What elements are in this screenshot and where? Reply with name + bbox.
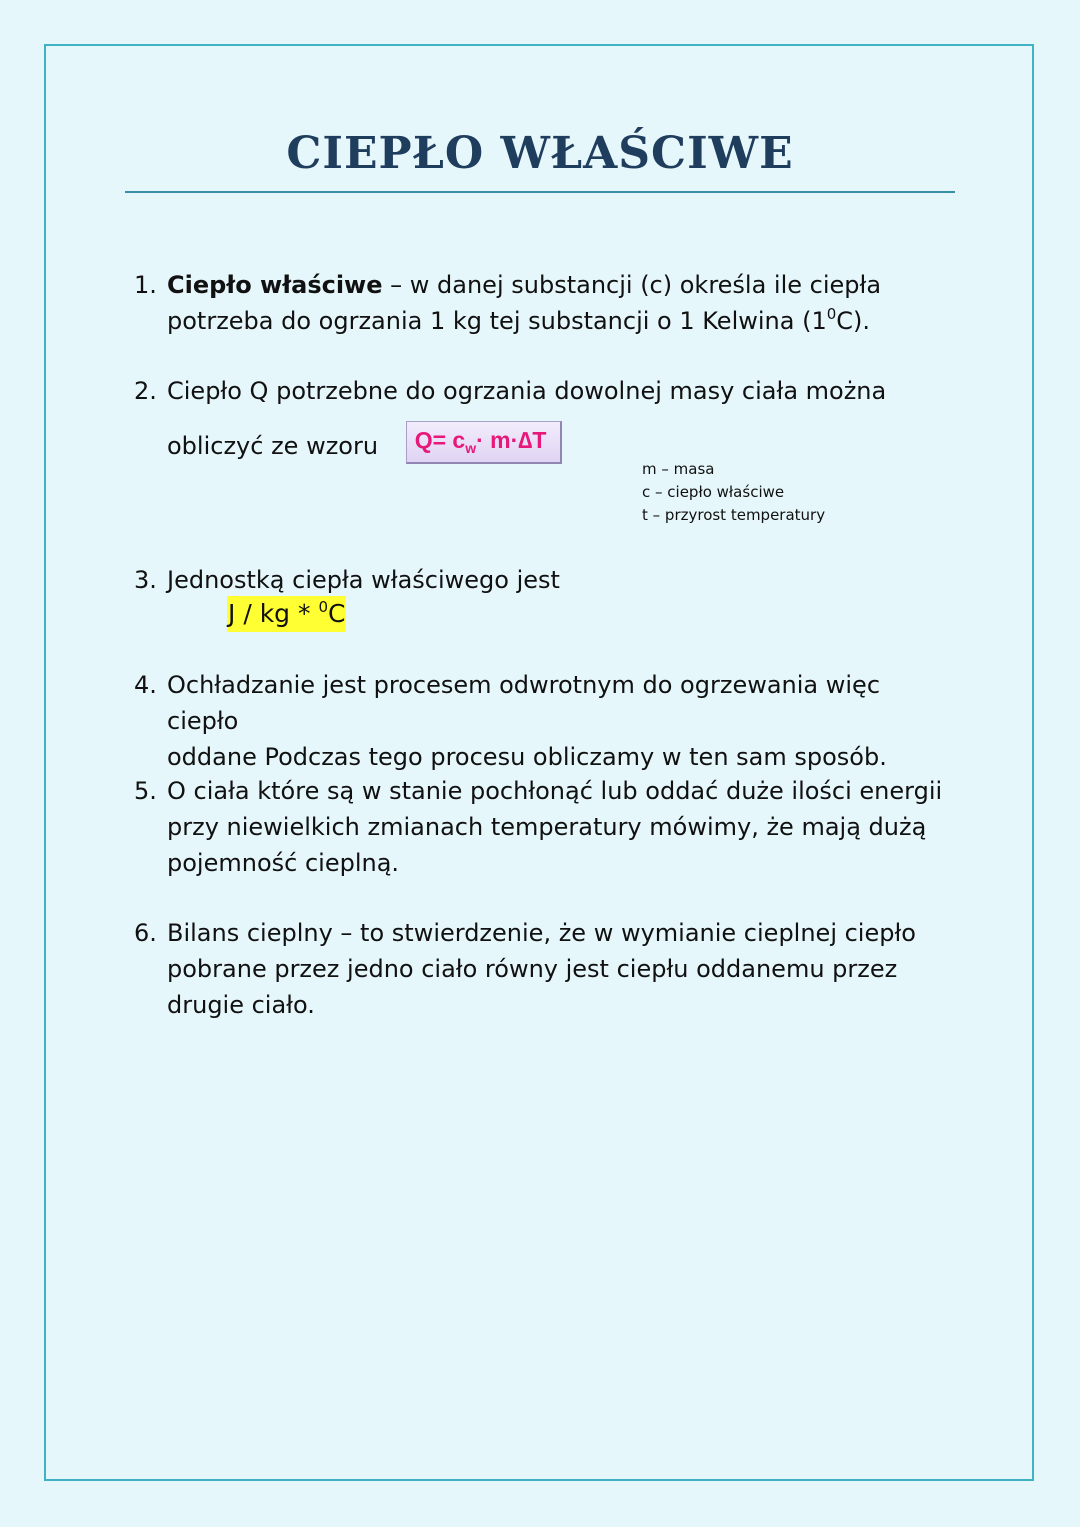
item-text: obliczyć ze wzoru [167, 432, 379, 460]
unit-highlight: J / kg * $^0$C [227, 596, 346, 632]
item-number: 1. [134, 271, 157, 299]
item-number: 2. [134, 377, 157, 405]
term-bold: Ciepło właściwe [167, 271, 383, 299]
item-text: Ciepło Q potrzebne do ogrzania dowolnej masy ciała można [167, 377, 887, 405]
item-number: 5. [134, 777, 157, 805]
superscript: 0 [826, 305, 837, 323]
title-underline [125, 191, 955, 193]
legend-item: c – ciepło właściwe [642, 483, 785, 501]
item-text: Jednostką ciepła właściwego jest [167, 566, 560, 594]
legend-item: t – przyrost temperatury [642, 506, 826, 524]
item-text: pojemność cieplną. [167, 849, 400, 877]
item-text: przy niewielkich zmianach temperatury mówimy, że mają dużą [167, 813, 927, 841]
item-text: pobrane przez jedno ciało równy jest ciepłu oddanemu przez [167, 955, 898, 983]
item-text: Bilans cieplny – to stwierdzenie, że w wymianie cieplnej ciepło [167, 919, 916, 947]
item-text: drugie ciało. [167, 991, 315, 1019]
item-number: 6. [134, 919, 157, 947]
page-title: CIEPŁO WŁAŚCIWE [286, 128, 794, 179]
item-text: oddane Podczas tego procesu obliczamy w ten sam sposób. [167, 743, 887, 771]
item-text: potrzeba do ogrzania 1 kg tej substancji o 1 Kelwina (1 [167, 307, 827, 335]
item-text: O ciała które są w stanie pochłonąć lub oddać duże ilości energii [167, 777, 943, 805]
formula-legend [642, 458, 825, 527]
legend-item: m – masa [642, 460, 715, 478]
item-text: – w danej substancji (c) określa ile ciepła [382, 271, 882, 299]
formula-box: $Q= c_w\cdot m\cdot\Delta T$ [406, 421, 563, 464]
item-number: 3. [134, 566, 157, 594]
item-text: C). [836, 307, 871, 335]
item-text: Ochładzanie jest procesem odwrotnym do ogrzewania więc ciepło [167, 671, 881, 735]
item-number: 4. [134, 671, 157, 699]
